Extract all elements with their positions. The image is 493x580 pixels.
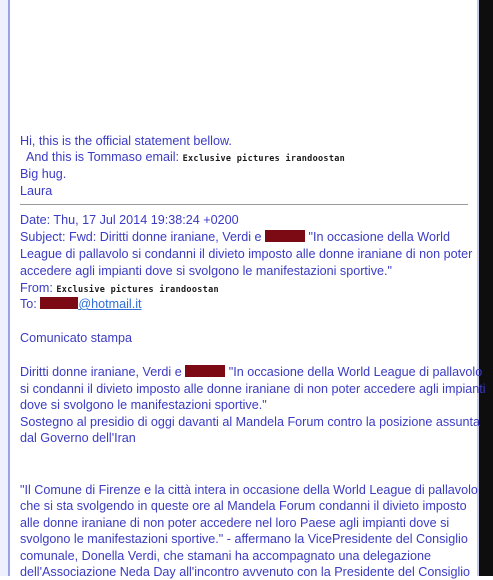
header-subject-line-2: League di pallavolo si condanni il divieto imposto alle donne iraniane di non poter [20, 247, 473, 261]
body-p2-line-2: che si sta svolgendo in queste ore al Mandela Forum condanni il divieto imposto [20, 499, 467, 513]
header-to [20, 296, 142, 312]
body-p2-line-1: "Il Comune di Firenze e la città intera in occasione della World League di pallavolo [20, 483, 478, 497]
greeting-line-1: Hi, this is the official statement bellow. [20, 134, 232, 148]
p1-text-b: "In occasione della World League di pallavolo [228, 365, 483, 379]
to-label: To: [20, 297, 37, 311]
right-frame-edge [479, 0, 493, 576]
redaction-box [40, 297, 78, 309]
body-p1-line-5: dal Governo dell'Iran [20, 431, 136, 445]
watermark-tag: Exclusive pictures irandoostan [182, 154, 346, 164]
greeting-signature: Laura [20, 184, 53, 198]
body-p1-line-4: Sostegno al presidio di oggi davanti al Mandela Forum contro la posizione assunta [20, 415, 480, 429]
body-p2-line-3: alle donne iraniane di non poter accedere nel loro Paese agli impianti dove si [20, 516, 450, 530]
body-p1-line-3: dove si svolgono le manifestazioni sportive." [20, 398, 267, 412]
email-link[interactable]: @hotmail.it [78, 297, 142, 311]
greeting-line-2-text: And this is Tommaso email: [26, 150, 180, 164]
from-label: From: [20, 281, 53, 295]
body-p1-line-1 [20, 364, 482, 380]
press-release-label: Comunicato stampa [20, 331, 132, 345]
header-date: Date: Thu, 17 Jul 2014 19:38:24 +0200 [20, 213, 239, 227]
greeting-line-3: Big hug. [20, 167, 67, 181]
body-p2-line-4: svolgono le manifestazioni sportive." - affermano la VicePresidente del Consiglio [20, 532, 468, 546]
left-frame-border [0, 0, 10, 576]
subject-text-b: "In occasione della World [308, 230, 450, 244]
header-subject-line-3: accedere agli impianti dove si svolgono le manifestazioni sportive." [20, 264, 392, 278]
redaction-box [265, 230, 305, 242]
p1-text-a: Diritti donne iraniane, Verdi e [20, 365, 182, 379]
quote-divider [20, 204, 468, 205]
watermark-tag: Exclusive pictures irandoostan [56, 285, 219, 295]
body-p1-line-2: si condanni il divieto imposto alle donne iraniane di non poter accedere agli impianti [20, 382, 486, 396]
greeting-line-2 [26, 149, 345, 167]
header-subject-line-1 [20, 229, 450, 245]
redaction-box [185, 365, 225, 377]
body-p2-line-6: dell'Associazione Neda Day all'incontro avvenuto con la Presidente del Consiglio [20, 565, 471, 579]
body-p2-line-5: comunale, Donella Verdi, che stamani ha accompagnato una delegazione [20, 549, 431, 563]
subject-text-a: Subject: Fwd: Diritti donne iraniane, Verdi e [20, 230, 262, 244]
